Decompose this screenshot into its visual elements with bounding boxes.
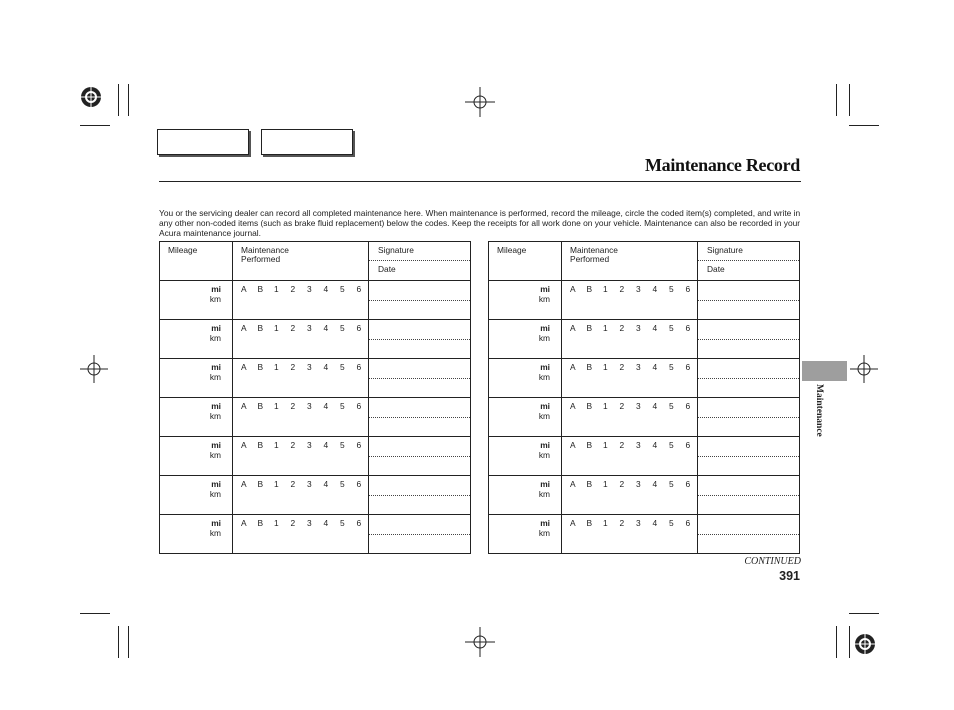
maintenance-code[interactable]: 5 xyxy=(669,284,674,294)
mileage-cell[interactable] xyxy=(489,476,562,515)
maintenance-code[interactable]: 4 xyxy=(323,323,329,333)
mileage-cell[interactable] xyxy=(489,281,562,320)
maintenance-code[interactable]: 2 xyxy=(619,479,625,489)
signature-date-cell[interactable] xyxy=(698,281,800,320)
maintenance-code[interactable]: 2 xyxy=(619,284,625,294)
section-tab[interactable] xyxy=(802,361,847,381)
unit-mi-label: mi xyxy=(211,323,221,333)
mileage-header: Mileage xyxy=(489,242,562,281)
signature-date-cell[interactable] xyxy=(369,281,471,320)
unit-mi-label: mi xyxy=(540,440,550,450)
maintenance-code[interactable]: 3 xyxy=(307,362,312,372)
maintenance-code[interactable]: 5 xyxy=(340,401,345,411)
maintenance-codes-cell[interactable] xyxy=(562,320,698,359)
maintenance-code[interactable]: B xyxy=(257,362,264,372)
signature-divider xyxy=(698,339,799,340)
maintenance-code[interactable]: A xyxy=(570,479,576,489)
maintenance-code[interactable]: 4 xyxy=(652,440,658,450)
signature-divider xyxy=(698,378,799,379)
unit-km-label: km xyxy=(209,333,221,343)
unit-km-label: km xyxy=(209,489,221,499)
signature-date-cell[interactable] xyxy=(369,320,471,359)
signature-divider xyxy=(369,300,470,301)
table-row xyxy=(160,476,471,515)
signature-divider xyxy=(369,534,470,535)
maintenance-code[interactable]: 6 xyxy=(685,284,691,294)
unit-mi-label: mi xyxy=(540,518,550,528)
maintenance-code[interactable]: 1 xyxy=(274,401,279,411)
maintenance-codes-cell[interactable] xyxy=(233,437,369,476)
mileage-cell[interactable] xyxy=(160,437,233,476)
nav-button-main-menu[interactable] xyxy=(157,129,249,155)
maintenance-code[interactable]: B xyxy=(586,440,593,450)
crosshair-target-icon xyxy=(78,84,104,110)
maintenance-code[interactable]: 5 xyxy=(669,323,674,333)
unit-km-label: km xyxy=(209,411,221,421)
maintenance-code[interactable]: 6 xyxy=(685,518,691,528)
unit-km-label: km xyxy=(209,294,221,304)
signature-divider xyxy=(698,534,799,535)
maintenance-code[interactable]: 4 xyxy=(323,284,329,294)
mileage-cell[interactable] xyxy=(160,476,233,515)
maintenance-code[interactable]: 1 xyxy=(274,518,279,528)
signature-date-header xyxy=(369,242,471,281)
unit-mi-label: mi xyxy=(540,323,550,333)
maintenance-code[interactable]: 4 xyxy=(323,479,329,489)
nav-button-index[interactable] xyxy=(261,129,353,155)
signature-date-cell[interactable] xyxy=(698,437,800,476)
maintenance-code[interactable]: 3 xyxy=(636,479,641,489)
crosshair-icon xyxy=(465,627,495,657)
mileage-cell[interactable] xyxy=(160,281,233,320)
unit-mi-label: mi xyxy=(211,401,221,411)
maintenance-code[interactable]: 1 xyxy=(603,323,608,333)
maintenance-code[interactable]: B xyxy=(257,440,264,450)
maintenance-code[interactable]: 2 xyxy=(290,284,296,294)
maintenance-code[interactable]: 3 xyxy=(307,323,312,333)
maintenance-code[interactable]: 1 xyxy=(603,284,608,294)
maintenance-code[interactable]: 2 xyxy=(290,440,296,450)
mileage-cell[interactable] xyxy=(160,359,233,398)
unit-mi-label: mi xyxy=(540,284,550,294)
signature-divider xyxy=(369,456,470,457)
maintenance-code[interactable]: 6 xyxy=(356,479,362,489)
mileage-cell[interactable] xyxy=(489,359,562,398)
signature-divider xyxy=(369,495,470,496)
maintenance-codes-cell[interactable] xyxy=(233,320,369,359)
maintenance-code[interactable]: 3 xyxy=(636,323,641,333)
unit-km-label: km xyxy=(538,450,550,460)
maintenance-code[interactable]: 2 xyxy=(290,362,296,372)
maintenance-code[interactable]: A xyxy=(241,440,247,450)
unit-km-label: km xyxy=(538,528,550,538)
table-row xyxy=(489,320,800,359)
mileage-cell[interactable] xyxy=(489,437,562,476)
maintenance-code[interactable]: 4 xyxy=(652,362,658,372)
maintenance-code[interactable]: 1 xyxy=(274,323,279,333)
signature-date-header xyxy=(698,242,800,281)
maintenance-code[interactable]: 5 xyxy=(669,401,674,411)
table-row xyxy=(160,515,471,554)
maintenance-performed-header: Maintenance Performed xyxy=(233,242,369,281)
crosshair-icon xyxy=(465,87,495,117)
maintenance-code[interactable]: B xyxy=(257,401,264,411)
unit-km-label: km xyxy=(209,450,221,460)
table-row xyxy=(160,320,471,359)
maintenance-code[interactable]: A xyxy=(241,401,247,411)
maintenance-code[interactable]: 2 xyxy=(619,518,625,528)
signature-divider xyxy=(369,417,470,418)
maintenance-code[interactable]: 5 xyxy=(340,479,345,489)
table-row xyxy=(160,398,471,437)
maintenance-code[interactable]: 5 xyxy=(340,440,345,450)
maintenance-code[interactable]: 1 xyxy=(603,479,608,489)
maintenance-code[interactable]: 1 xyxy=(274,362,279,372)
maintenance-codes-cell[interactable] xyxy=(562,398,698,437)
unit-mi-label: mi xyxy=(211,284,221,294)
maintenance-codes-cell[interactable] xyxy=(562,476,698,515)
page-title: Maintenance Record xyxy=(644,155,800,175)
maintenance-code[interactable]: 3 xyxy=(636,518,641,528)
maintenance-code[interactable]: A xyxy=(241,284,247,294)
maintenance-code[interactable]: 5 xyxy=(669,518,674,528)
maintenance-code[interactable]: 3 xyxy=(307,401,312,411)
maintenance-code[interactable]: 6 xyxy=(356,323,362,333)
signature-date-cell[interactable] xyxy=(369,398,471,437)
table-row xyxy=(160,359,471,398)
maintenance-code[interactable]: 2 xyxy=(290,518,296,528)
table-row xyxy=(489,359,800,398)
maintenance-code[interactable]: 6 xyxy=(356,362,362,372)
intro-paragraph: You or the servicing dealer can record all completed maintenance here. When maintenance is performed, record the mileage, circle the coded item(s) completed, and write in any other non-coded items (such as brake fluid replacement) below the codes. Keep the receipts for all work done on your vehicle. Maintenance can also be recorded in your Acura maintenance journal. xyxy=(159,208,801,238)
page-number: 391 xyxy=(779,569,800,583)
maintenance-code[interactable]: 2 xyxy=(619,440,625,450)
maintenance-code[interactable]: 3 xyxy=(307,440,312,450)
maintenance-code[interactable]: 1 xyxy=(603,440,608,450)
maintenance-code[interactable]: 2 xyxy=(290,323,296,333)
maintenance-code[interactable]: 1 xyxy=(274,284,279,294)
mileage-cell[interactable] xyxy=(489,398,562,437)
maintenance-codes-cell[interactable] xyxy=(233,281,369,320)
maintenance-code[interactable]: 1 xyxy=(603,518,608,528)
signature-date-cell[interactable] xyxy=(698,476,800,515)
signature-date-cell[interactable] xyxy=(369,515,471,554)
table-row xyxy=(489,281,800,320)
maintenance-code[interactable]: 6 xyxy=(356,401,362,411)
maintenance-code[interactable]: 2 xyxy=(290,401,296,411)
mileage-cell[interactable] xyxy=(160,398,233,437)
maintenance-code[interactable]: 3 xyxy=(636,362,641,372)
unit-km-label: km xyxy=(538,294,550,304)
table-row xyxy=(489,437,800,476)
maintenance-code[interactable]: B xyxy=(586,284,593,294)
maintenance-code[interactable]: 4 xyxy=(323,440,329,450)
maintenance-code[interactable]: 1 xyxy=(274,479,279,489)
maintenance-codes-cell[interactable] xyxy=(562,359,698,398)
mileage-header: Mileage xyxy=(160,242,233,281)
crosshair-icon xyxy=(850,355,878,383)
date-header: Date xyxy=(378,264,396,274)
maintenance-codes-cell[interactable] xyxy=(233,398,369,437)
unit-mi-label: mi xyxy=(211,479,221,489)
maintenance-codes-cell[interactable] xyxy=(562,281,698,320)
maintenance-code[interactable]: 1 xyxy=(274,440,279,450)
unit-mi-label: mi xyxy=(211,518,221,528)
maintenance-table xyxy=(488,241,800,554)
maintenance-code[interactable]: B xyxy=(257,323,264,333)
maintenance-code[interactable]: B xyxy=(257,479,264,489)
table-row xyxy=(160,281,471,320)
signature-divider xyxy=(369,378,470,379)
maintenance-code[interactable]: A xyxy=(241,323,247,333)
maintenance-code[interactable]: 5 xyxy=(669,479,674,489)
maintenance-codes-cell[interactable] xyxy=(233,476,369,515)
maintenance-code[interactable]: 4 xyxy=(652,401,658,411)
maintenance-codes-cell[interactable] xyxy=(562,437,698,476)
maintenance-codes-cell[interactable] xyxy=(233,515,369,554)
maintenance-code[interactable]: 5 xyxy=(340,284,345,294)
signature-header: Signature xyxy=(369,242,470,261)
unit-km-label: km xyxy=(538,372,550,382)
maintenance-code[interactable]: 6 xyxy=(685,362,691,372)
unit-mi-label: mi xyxy=(211,440,221,450)
maintenance-code[interactable]: 4 xyxy=(652,479,658,489)
unit-mi-label: mi xyxy=(540,362,550,372)
unit-km-label: km xyxy=(538,411,550,421)
maintenance-code[interactable]: 5 xyxy=(340,323,345,333)
signature-date-cell[interactable] xyxy=(698,398,800,437)
unit-mi-label: mi xyxy=(540,479,550,489)
maintenance-code[interactable]: A xyxy=(570,440,576,450)
mileage-cell[interactable] xyxy=(160,320,233,359)
table-row xyxy=(489,515,800,554)
maintenance-code[interactable]: 1 xyxy=(603,362,608,372)
table-row xyxy=(489,398,800,437)
unit-mi-label: mi xyxy=(211,362,221,372)
maintenance-code[interactable]: B xyxy=(586,401,593,411)
section-tab-label: Maintenance xyxy=(814,384,824,437)
signature-divider xyxy=(698,456,799,457)
maintenance-code[interactable]: A xyxy=(570,518,576,528)
maintenance-codes-cell[interactable] xyxy=(562,515,698,554)
maintenance-code[interactable]: A xyxy=(241,479,247,489)
maintenance-code[interactable]: 2 xyxy=(619,323,625,333)
maintenance-code[interactable]: A xyxy=(241,518,247,528)
maintenance-code[interactable]: 5 xyxy=(669,362,674,372)
maintenance-code[interactable]: 6 xyxy=(685,479,691,489)
maintenance-code[interactable]: A xyxy=(570,284,576,294)
maintenance-code[interactable]: A xyxy=(241,362,247,372)
maintenance-code[interactable]: 6 xyxy=(356,284,362,294)
maintenance-code[interactable]: 5 xyxy=(340,362,345,372)
maintenance-code[interactable]: 4 xyxy=(652,284,658,294)
signature-date-cell[interactable] xyxy=(698,515,800,554)
maintenance-code[interactable]: 2 xyxy=(290,479,296,489)
mileage-cell[interactable] xyxy=(489,515,562,554)
maintenance-code[interactable]: 2 xyxy=(619,362,625,372)
table-row xyxy=(489,476,800,515)
maintenance-code[interactable]: A xyxy=(570,401,576,411)
maintenance-code[interactable]: B xyxy=(257,284,264,294)
maintenance-code[interactable]: B xyxy=(586,479,593,489)
signature-divider xyxy=(369,339,470,340)
maintenance-code[interactable]: 3 xyxy=(636,284,641,294)
maintenance-code[interactable]: A xyxy=(570,362,576,372)
unit-km-label: km xyxy=(538,333,550,343)
title-divider xyxy=(159,181,801,182)
signature-date-cell[interactable] xyxy=(698,359,800,398)
mileage-cell[interactable] xyxy=(489,320,562,359)
maintenance-code[interactable]: B xyxy=(586,323,593,333)
maintenance-code[interactable]: 6 xyxy=(685,323,691,333)
signature-date-cell[interactable] xyxy=(369,437,471,476)
maintenance-code[interactable]: 3 xyxy=(636,440,641,450)
signature-divider xyxy=(698,495,799,496)
crosshair-target-icon xyxy=(852,631,878,657)
signature-divider xyxy=(698,300,799,301)
maintenance-code[interactable]: 2 xyxy=(619,401,625,411)
maintenance-code[interactable]: 4 xyxy=(652,518,658,528)
unit-km-label: km xyxy=(209,372,221,382)
maintenance-performed-header: Maintenance Performed xyxy=(562,242,698,281)
maintenance-code[interactable]: 3 xyxy=(307,518,312,528)
unit-km-label: km xyxy=(209,528,221,538)
date-header: Date xyxy=(707,264,725,274)
mileage-cell[interactable] xyxy=(160,515,233,554)
unit-km-label: km xyxy=(538,489,550,499)
maintenance-code[interactable]: 6 xyxy=(356,518,362,528)
crosshair-icon xyxy=(80,355,108,383)
maintenance-code[interactable]: B xyxy=(586,362,593,372)
maintenance-code[interactable]: 5 xyxy=(340,518,345,528)
signature-date-cell[interactable] xyxy=(369,359,471,398)
maintenance-code[interactable]: 4 xyxy=(323,401,329,411)
maintenance-code[interactable]: 3 xyxy=(307,479,312,489)
signature-date-cell[interactable] xyxy=(698,320,800,359)
maintenance-code[interactable]: 1 xyxy=(603,401,608,411)
signature-divider xyxy=(698,417,799,418)
table-row xyxy=(160,437,471,476)
maintenance-codes-cell[interactable] xyxy=(233,359,369,398)
maintenance-code[interactable]: A xyxy=(570,323,576,333)
unit-mi-label: mi xyxy=(540,401,550,411)
maintenance-code[interactable]: 6 xyxy=(356,440,362,450)
maintenance-code[interactable]: 4 xyxy=(323,518,329,528)
maintenance-code[interactable]: 6 xyxy=(685,440,691,450)
maintenance-code[interactable]: 3 xyxy=(636,401,641,411)
maintenance-code[interactable]: 4 xyxy=(652,323,658,333)
maintenance-table xyxy=(159,241,471,554)
maintenance-code[interactable]: 4 xyxy=(323,362,329,372)
maintenance-code[interactable]: 5 xyxy=(669,440,674,450)
table-header-row xyxy=(489,242,800,281)
maintenance-code[interactable]: 3 xyxy=(307,284,312,294)
continued-label: CONTINUED xyxy=(744,556,801,567)
signature-header: Signature xyxy=(698,242,799,261)
maintenance-code[interactable]: 6 xyxy=(685,401,691,411)
maintenance-code[interactable]: B xyxy=(257,518,264,528)
signature-date-cell[interactable] xyxy=(369,476,471,515)
maintenance-code[interactable]: B xyxy=(586,518,593,528)
table-header-row xyxy=(160,242,471,281)
